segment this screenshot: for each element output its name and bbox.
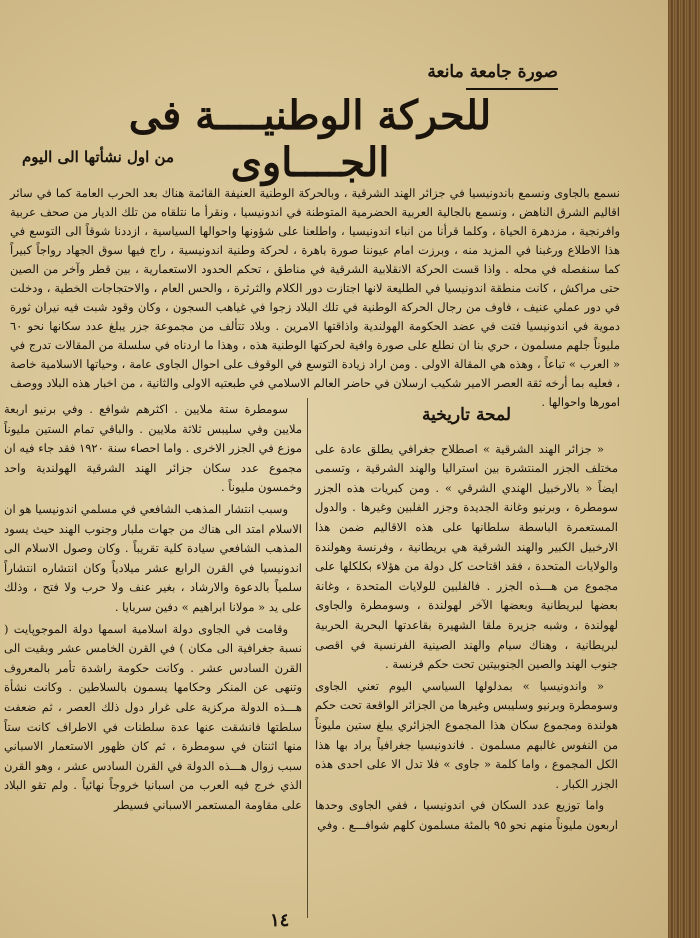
left-column xyxy=(4,400,302,817)
intro-paragraph: نسمع بالجاوى ونسمع باندونيسيا في جزائر الهند الشرقية ، وبالحركة الوطنية العنيفة القائمة هناك بعد الحرب العامة كما في سائر اقاليم الشرق الناهض ، ونسمع بالجالية العربية الحضرمية المتوطنة في اندونيسيا ، ونقرأ ما نتلقاه من تلك الديار من صحف عربية وافرنجية ، مزدهرة الحياة ، وكلما قرأنا من انباء اندونيسيا ، واطلعنا على شؤونها واحوالها السياسية ، ازددنا شوقاً الى التوسع في هذا الاطلاع ورغبنا في المزيد منه ، وبرزت امام عيوننا صورة باهرة ، لحركة وطنية اندونيسية ، راج فيها سوق الجهاد رواجاً كبيراً كما سنفصله في محله . واذا قست الحركة الانقلابية الشرقية في مناطق ، تحكم الحدود الاستعمارية ، بين قطر وآخر من الصين حتى مراكش ، كانت منطقة اندونيسيا في الطليعة لانها اجتازت دور الكلام والثرثرة ، والحس العام ، والاحتجاجات الخطية ، ودخلت في دور عملي عنيف ، فاوف من رجال الحركة الوطنية في تلك البلاد زجوا في غياهب السجون ، وكان وقود شبت فيه نيران ثورة دموية في اندونيسيا فتت في عضد الحكومة الهولندية واذاقتها الامرين . وبلاد تتألف من مجموعة جزر يبلغ عدد سكانها نحو ٦٠ مليوناً جلهم مسلمون ، حري بنا ان نطلع على صورة وافية لحركتها الوطنية هذه ، وهذا ما اردناه في سلسلة من المقالات تدرج في « العرب » تباعاً ، وهذه هي المقالة الاولى . ومن اراد زيادة التوسع في الوقوف على احوال الجاوى عامة ، وحياتها الاسلامية خاصة ، فعليه بما أرخه ثقة العصر الامير شكيب ارسلان في حاضر العالم الاسلامي في طبعتيه الاولى والثانية ، من اخبار هذه البلاد ووصف امورها واحوالها . xyxy=(10,186,620,409)
kicker: صورة جامعة مانعة xyxy=(427,62,558,82)
intro-block xyxy=(10,184,620,412)
paragraph: وقامت في الجاوى دولة اسلامية اسمها دولة الموجوپايت ( نسبة جغرافية الى مكان ) في القرن الخامس عشر وبقيت الى القرن السادس عشر . وكانت حكومة راشدة تأمر بالمعروف وتنهى عن المنكر وحكامها يسمون بالسلاطين . وكانت نشأة هـــذه الدولة مركزية على غرار دول ذلك العصر ، ثم ضعفت سلطتها فانشقت عنها عدة سلطنات في الاطراف كانت ستاً منها اثنتان في سومطرة ، ثم كان ظهور الاستعمار الاسباني سبب زوال هـــذه الدولة في القرن السادس عشر ، وهو القرن الذي خرج فيه العرب من اسبانيا خروجاً نهائياً . ولم تقو البلاد على مقاومة المستعمر الاسباني فسيطر xyxy=(4,621,302,812)
page-number: ١٤ xyxy=(270,910,290,931)
section-heading: لمحة تاريخية xyxy=(421,405,512,425)
paragraph: وسبب انتشار المذهب الشافعي في مسلمي اندونيسيا هو ان الاسلام امتد الى هناك من جهات ملبار وجنوب الهند حيث يسود المذهب الشافعي سيادة كلية تقريباً . وكان وصول الاسلام الى اندونيسيا في القرن الرابع عشر ميلادياً وكان انتشاره انتشاراً سلمياً بالدعوة والارشاد ، بغير عنف ولا حرب ولا فتح ، وذلك على يد « مولانا ابراهيم » دفين سربايا . xyxy=(4,501,302,614)
paragraph: واما توزيع عدد السكان في اندونيسيا ، ففي الجاوى وحدها اربعون مليوناً منهم نحو ٩٥ بالمئة مسلمون كلهم شوافـــع . وفي xyxy=(315,798,618,832)
article-title: للحركة الوطنيــــة فى الجــــاوى xyxy=(128,92,492,186)
article-subtitle: من اول نشأتها الى اليوم xyxy=(22,148,174,166)
right-column xyxy=(315,400,618,837)
paragraph: « جزائر الهند الشرقية » اصطلاح جغرافي يطلق عادة على مختلف الجزر المنتشرة بين استراليا والهند الشرقية ، وتسمى ايضاً « بالارخبيل الهندي الشرقي » . ومن كبريات هذه الجزر سومطرة ، وبرنيو وغانة الجديدة وجزر الفلبين وغيرها . والدول المستعمرة الباسطة سلطانها على هذه الاقاليم ضمن هذا الارخبيل الكبير والهند الشرقية هي بريطانية ، وفرنسة وهولندة والولايات المتحدة ، فقد اقتاحت كل دولة من هؤلاء بكلكلها على مجموع من هـــذه الجزر . فالفلبين للولايات المتحدة ، وغانة بعضها لبريطانية وبعضها الآخر لهولندة ، وسومطرة والجاوى لهولندة ، وشبه جزيرة ملقا الشهيرة بقاعدتها البحرية الحربية لبريطانية ، وهناك سيام والهند الصينية الفرنسية في اقصى جنوب الهند والصين الجنوبيتين تحت حكم فرنسة . xyxy=(315,441,618,672)
book-page-edges xyxy=(668,0,700,938)
column-divider xyxy=(307,398,308,918)
paragraph: سومطرة ستة ملايين . اكثرهم شوافع . وفي برنيو اربعة ملايين وفي سليبس ثلاثة ملايين . والباقي تمام الستين مليوناً موزع في الجزر الاخرى . واما احصاء سنة ١٩٢٠ فقد جاء فيه ان مجموع عدد سكان جزائر الهند الشرقية الهولندية واحد وخمسون مليوناً . xyxy=(4,402,302,495)
kicker-underline xyxy=(466,88,558,90)
paragraph: « واندونيسيا » بمدلولها السياسي اليوم تعني الجاوى وسومطرة وبرنيو وسليبس وغيرها من الجزائر الواقعة تحت حكم هولندة ومجموع سكان هذا المجموع الجزائري يبلغ ستين مليوناً من النفوس غالبهم مسلمون . فاندونيسيا جغرافياً يراد بها هذا الكل المجموع ، واما كلمة « جاوى » فلا تدل الا على احدى هذه الجزر الكبار . xyxy=(315,678,618,791)
